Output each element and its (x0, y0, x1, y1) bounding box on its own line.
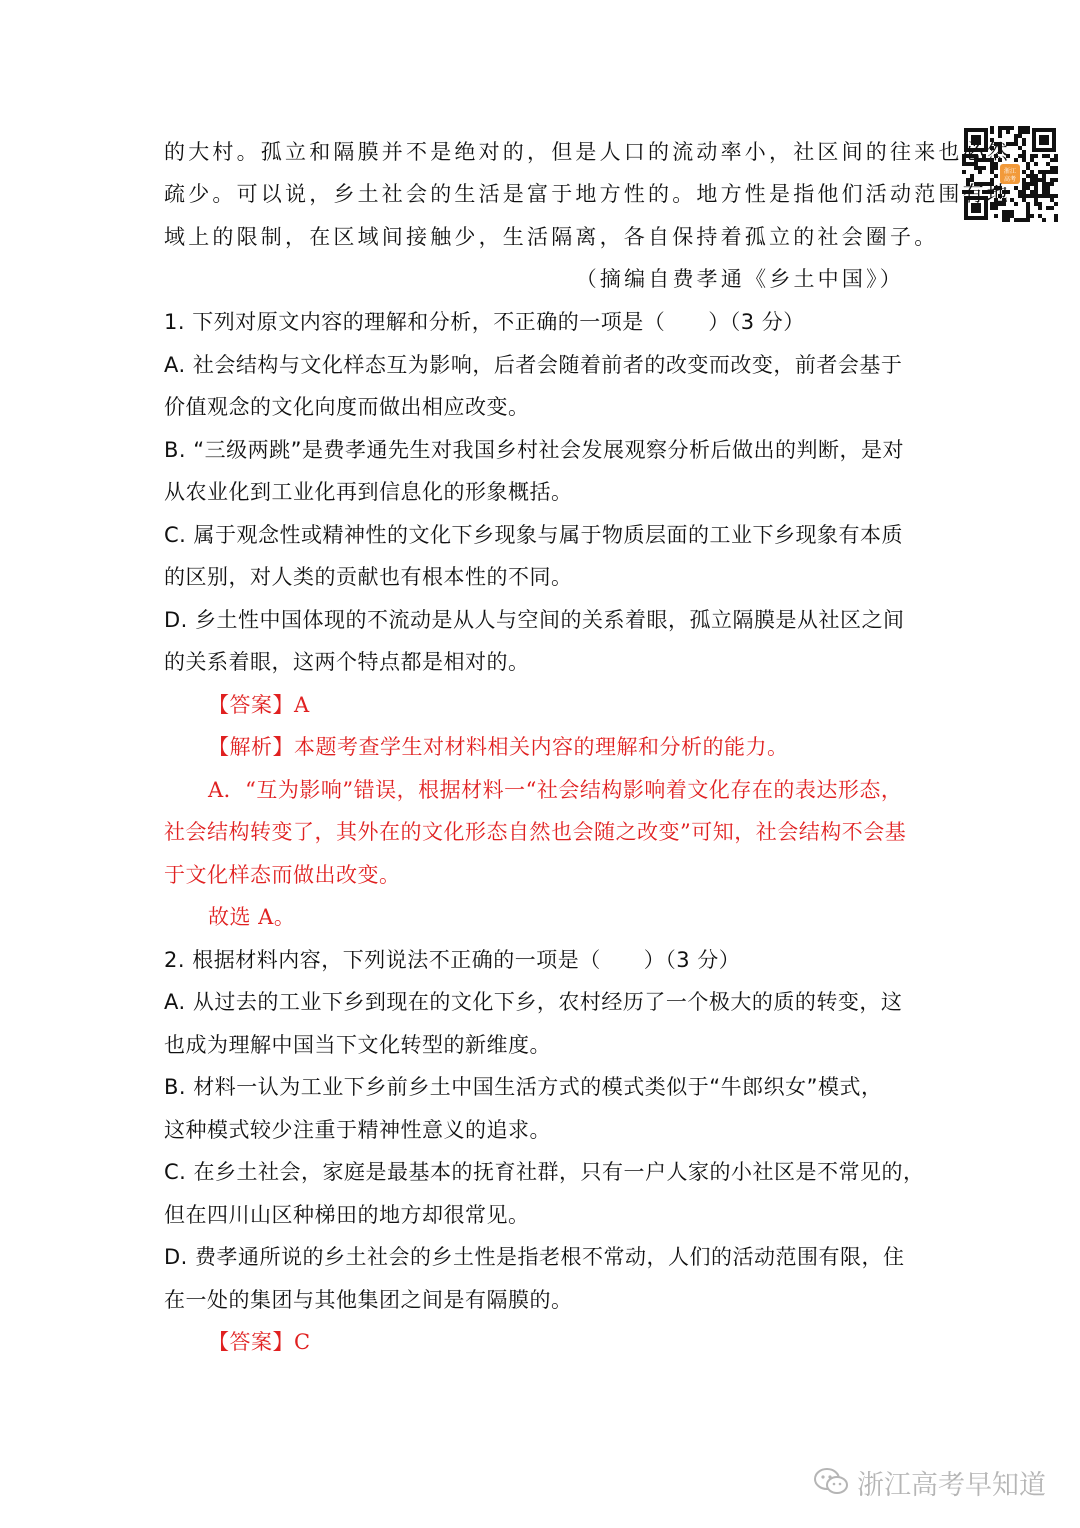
q2-option-c: C. 在乡土社会，家庭是最基本的抚育社群，只有一户人家的小社区是不常见的， (164, 1160, 925, 1184)
q1-option-d-cont: 的关系着眼，这两个特点都是相对的。 (164, 650, 530, 674)
q1-explanation-cont: 于文化样态而做出改变。 (164, 863, 401, 887)
q2-option-b: B. 材料一认为工业下乡前乡土中国生活方式的模式类似于“牛郎织女”模式， (164, 1075, 883, 1099)
q1-option-b: B. “三级两跳”是费孝通先生对我国乡村社会发展观察分析后做出的判断，是对 (164, 438, 905, 462)
q2-option-d: D. 费孝通所说的乡土社会的乡土性是指老根不常动，人们的活动范围有限，住 (164, 1245, 905, 1269)
watermark-text: 浙江高考早知道 (857, 1469, 1046, 1501)
q2-option-b-cont: 这种模式较少注重于精神性意义的追求。 (164, 1118, 551, 1142)
passage-line: 的大村。孤立和隔膜并不是绝对的，但是人口的流动率小，社区间的往来也必然 (164, 140, 1011, 164)
q1-option-a-cont: 价值观念的文化向度而做出相应改变。 (164, 395, 530, 419)
q1-option-b-cont: 从农业化到工业化再到信息化的形象概括。 (164, 480, 573, 504)
svg-text:高考: 高考 (1003, 176, 1017, 183)
q2-answer: 【答案】C (208, 1330, 311, 1354)
svg-text:浙江: 浙江 (1003, 168, 1017, 175)
q1-choose: 故选 A。 (208, 905, 296, 929)
q2-option-a: A. 从过去的工业下乡到现在的文化下乡，农村经历了一个极大的质的转变，这 (164, 990, 903, 1014)
q2-option-a-cont: 也成为理解中国当下文化转型的新维度。 (164, 1033, 551, 1057)
q1-option-c-cont: 的区别，对人类的贡献也有根本性的不同。 (164, 565, 573, 589)
q1-option-d: D. 乡土性中国体现的不流动是从人与空间的关系着眼，孤立隔膜是从社区之间 (164, 608, 905, 632)
watermark (813, 1462, 1046, 1502)
passage-line: 域上的限制，在区域间接触少，生活隔离，各自保持着孤立的社会圈子。 (164, 225, 939, 249)
passage-source: （摘编自费孝通《乡土中国》） (575, 267, 904, 291)
q1-option-a: A. 社会结构与文化样态互为影响，后者会随着前者的改变而改变，前者会基于 (164, 353, 903, 377)
passage-line: 疏少。可以说，乡土社会的生活是富于地方性的。地方性是指他们活动范围有地 (164, 182, 1011, 206)
q1-answer: 【答案】A (208, 693, 310, 717)
question-1-stem: 1. 下列对原文内容的理解和分析，不正确的一项是（ ）（3 分） (164, 310, 805, 334)
q1-analysis: 【解析】本题考查学生对材料相关内容的理解和分析的能力。 (208, 735, 789, 759)
q1-explanation-cont: 社会结构转变了，其外在的文化形态自然也会随之改变”可知，社会结构不会基 (164, 820, 907, 844)
q2-option-c-cont: 但在四川山区种梯田的地方却很常见。 (164, 1203, 530, 1227)
q1-option-c: C. 属于观念性或精神性的文化下乡现象与属于物质层面的工业下乡现象有本质 (164, 523, 904, 547)
wechat-icon (813, 1467, 849, 1497)
q1-explanation: A．“互为影响”错误，根据材料一“社会结构影响着文化存在的表达形态， (208, 778, 903, 802)
question-2-stem: 2. 根据材料内容，下列说法不正确的一项是（ ）（3 分） (164, 948, 741, 972)
q2-option-d-cont: 在一处的集团与其他集团之间是有隔膜的。 (164, 1288, 573, 1312)
